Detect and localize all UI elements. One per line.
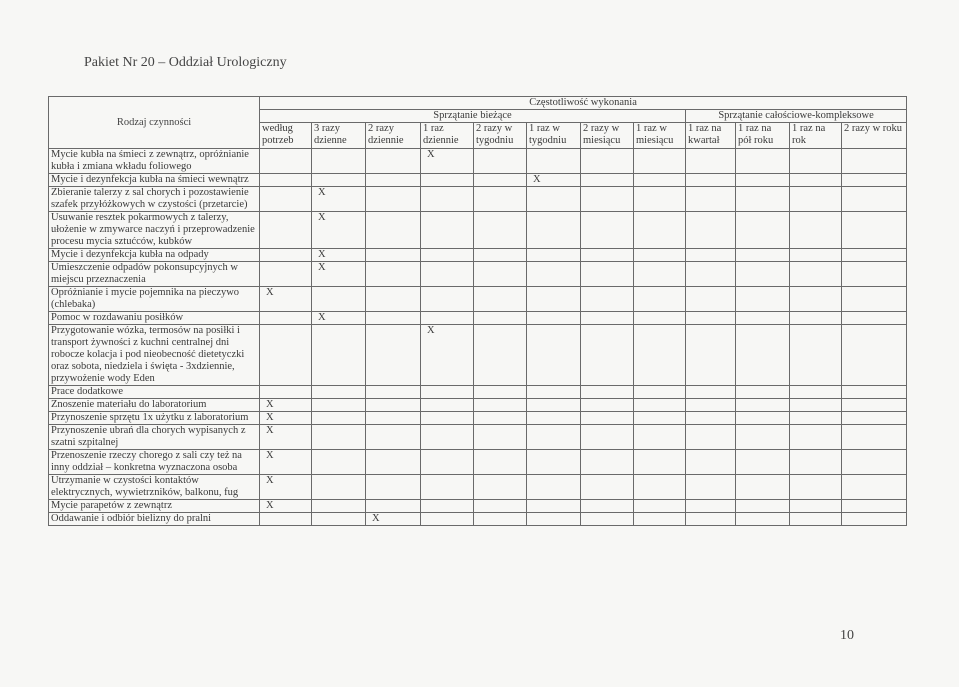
frequency-cell: X [312,312,366,325]
frequency-cell [527,500,581,513]
frequency-cell [634,325,686,386]
frequency-cell [790,287,842,312]
frequency-cell [686,187,736,212]
frequency-cell [421,475,474,500]
table-row [49,399,907,412]
frequency-cell [421,174,474,187]
frequency-cell [527,450,581,475]
frequency-cell [474,325,527,386]
frequency-cell [421,312,474,325]
frequency-cell [581,325,634,386]
frequency-cell [581,287,634,312]
frequency-cell [474,399,527,412]
frequency-cell [842,386,907,399]
frequency-cell [842,249,907,262]
frequency-cell [366,399,421,412]
column-header: według potrzeb [260,123,312,149]
table-row [49,212,907,249]
frequency-cell [421,187,474,212]
header-rodzaj: Rodzaj czynności [49,97,260,149]
activity-label: Opróżnianie i mycie pojemnika na pieczywo (chlebaka) [49,287,260,312]
frequency-cell [790,386,842,399]
frequency-cell [736,325,790,386]
frequency-cell [260,262,312,287]
header-biezace: Sprzątanie bieżące [260,110,686,123]
activity-label: Usuwanie resztek pokarmowych z talerzy, ułożenie w zmywarce naczyń i przeprowadzenie procesu mycia sztućców, kubków [49,212,260,249]
column-header: 1 raz na rok [790,123,842,149]
frequency-cell [421,425,474,450]
table-row [49,450,907,475]
frequency-cell [366,450,421,475]
frequency-cell [634,399,686,412]
frequency-cell [421,450,474,475]
frequency-cell [474,500,527,513]
frequency-cell [312,513,366,526]
frequency-cell [790,412,842,425]
frequency-cell [634,312,686,325]
column-header: 1 raz dziennie [421,123,474,149]
frequency-cell: X [260,450,312,475]
frequency-cell [527,513,581,526]
frequency-cell [736,249,790,262]
frequency-cell [581,249,634,262]
frequency-cell [260,312,312,325]
frequency-cell [634,262,686,287]
column-header: 1 raz na pół roku [736,123,790,149]
frequency-cell [686,386,736,399]
frequency-cell [312,386,366,399]
frequency-cell [421,399,474,412]
frequency-cell [736,399,790,412]
frequency-cell: X [312,187,366,212]
frequency-cell [736,262,790,287]
frequency-cell [366,262,421,287]
frequency-cell [790,325,842,386]
frequency-cell [474,212,527,249]
frequency-cell [581,412,634,425]
frequency-cell [736,212,790,249]
frequency-cell [581,174,634,187]
frequency-cell [366,425,421,450]
frequency-cell [312,325,366,386]
frequency-cell [686,287,736,312]
frequency-cell [527,187,581,212]
frequency-cell [790,174,842,187]
frequency-cell [527,262,581,287]
frequency-cell [474,412,527,425]
frequency-cell [842,513,907,526]
section-row [49,386,907,399]
frequency-cell [260,187,312,212]
frequency-cell [474,287,527,312]
frequency-cell [421,513,474,526]
frequency-cell [312,412,366,425]
frequency-cell: X [527,174,581,187]
activity-label: Zbieranie talerzy z sal chorych i pozostawienie szafek przyłóżkowych w czystości (przetarcie) [49,187,260,212]
column-header: 1 raz w miesiącu [634,123,686,149]
frequency-cell [686,312,736,325]
frequency-cell [260,325,312,386]
frequency-cell [686,399,736,412]
frequency-cell [634,386,686,399]
frequency-cell [581,187,634,212]
frequency-cell [474,187,527,212]
frequency-cell [527,249,581,262]
table-row [49,287,907,312]
frequency-cell [790,149,842,174]
frequency-cell [260,249,312,262]
frequency-cell [634,187,686,212]
frequency-cell [736,312,790,325]
header-czestotliwosc: Częstotliwość wykonania [260,97,907,110]
frequency-cell [736,149,790,174]
frequency-cell [474,149,527,174]
column-header: 2 razy w roku [842,123,907,149]
column-header: 2 razy dziennie [366,123,421,149]
frequency-cell [634,425,686,450]
frequency-cell [790,399,842,412]
frequency-cell [686,262,736,287]
frequency-cell [260,149,312,174]
table-row [49,475,907,500]
frequency-cell [686,325,736,386]
frequency-cell: X [260,412,312,425]
frequency-cell: X [260,500,312,513]
frequency-cell [634,450,686,475]
frequency-cell [312,500,366,513]
frequency-cell [842,287,907,312]
frequency-cell [312,475,366,500]
activity-label: Przynoszenie sprzętu 1x użytku z laboratorium [49,412,260,425]
table-row [49,312,907,325]
frequency-cell [634,149,686,174]
frequency-cell [260,386,312,399]
frequency-cell [842,475,907,500]
frequency-cell [312,399,366,412]
frequency-cell [527,325,581,386]
frequency-cell [686,249,736,262]
frequency-cell: X [421,325,474,386]
frequency-cell [260,513,312,526]
frequency-cell [736,500,790,513]
frequency-cell [366,249,421,262]
frequency-cell [474,386,527,399]
schedule-table [48,96,907,526]
frequency-cell [842,500,907,513]
frequency-cell [527,312,581,325]
frequency-cell [842,262,907,287]
frequency-cell [421,412,474,425]
frequency-cell [790,425,842,450]
frequency-cell [366,174,421,187]
frequency-cell [736,450,790,475]
frequency-cell [790,212,842,249]
frequency-cell: X [260,475,312,500]
frequency-cell: X [312,212,366,249]
frequency-cell [736,187,790,212]
header-calosciowe: Sprzątanie całościowe-kompleksowe [686,110,907,123]
frequency-cell [474,450,527,475]
activity-label: Przygotowanie wózka, termosów na posiłki i transport żywności z kuchni centralnej dni robocze kolacja i pod nieobecność dietetyczki oraz sobota, niedziela i święta - 3xdziennie, przywożenie wody Eden [49,325,260,386]
frequency-cell [686,412,736,425]
frequency-cell: X [312,262,366,287]
frequency-cell [421,262,474,287]
activity-label: Pomoc w rozdawaniu posiłków [49,312,260,325]
frequency-cell [634,500,686,513]
frequency-cell: X [260,287,312,312]
frequency-cell [474,513,527,526]
page-title: Pakiet Nr 20 – Oddział Urologiczny [84,55,287,70]
frequency-cell [790,312,842,325]
table-row [49,262,907,287]
frequency-cell [581,212,634,249]
frequency-cell [366,475,421,500]
frequency-cell [736,287,790,312]
frequency-cell [312,174,366,187]
activity-label: Umieszczenie odpadów pokonsupcyjnych w miejscu przeznaczenia [49,262,260,287]
column-header: 3 razy dzienne [312,123,366,149]
frequency-cell [527,386,581,399]
frequency-cell [581,500,634,513]
frequency-cell [366,500,421,513]
frequency-cell [842,399,907,412]
frequency-cell [790,187,842,212]
section-label: Prace dodatkowe [49,386,260,399]
frequency-cell [736,174,790,187]
frequency-cell [312,149,366,174]
frequency-cell [686,149,736,174]
frequency-cell: X [312,249,366,262]
frequency-cell [260,212,312,249]
table-row [49,500,907,513]
frequency-cell [581,475,634,500]
frequency-cell [634,475,686,500]
frequency-cell [790,262,842,287]
activity-label: Przynoszenie ubrań dla chorych wypisanych z szatni szpitalnej [49,425,260,450]
frequency-cell [527,412,581,425]
frequency-cell [842,187,907,212]
column-header: 1 raz w tygodniu [527,123,581,149]
frequency-cell [366,325,421,386]
frequency-cell [421,212,474,249]
frequency-cell [581,386,634,399]
column-header: 2 razy w tygodniu [474,123,527,149]
frequency-cell [527,212,581,249]
frequency-cell [581,425,634,450]
frequency-cell [366,287,421,312]
frequency-cell [736,513,790,526]
frequency-cell [842,412,907,425]
frequency-cell [842,325,907,386]
frequency-cell [366,187,421,212]
frequency-cell [312,287,366,312]
frequency-cell: X [260,399,312,412]
frequency-cell [366,386,421,399]
frequency-cell [527,287,581,312]
frequency-cell: X [421,149,474,174]
frequency-cell [634,174,686,187]
frequency-cell: X [366,513,421,526]
activity-label: Utrzymanie w czystości kontaktów elektrycznych, wywietrzników, balkonu, fug [49,475,260,500]
frequency-cell [686,475,736,500]
frequency-cell [527,399,581,412]
column-header: 2 razy w miesiącu [581,123,634,149]
frequency-cell [581,513,634,526]
frequency-cell [790,450,842,475]
frequency-cell [527,425,581,450]
table-row [49,187,907,212]
frequency-cell [581,149,634,174]
frequency-cell [474,312,527,325]
column-header: 1 raz na kwartał [686,123,736,149]
frequency-cell [312,450,366,475]
frequency-cell [312,425,366,450]
frequency-cell [686,513,736,526]
frequency-cell [581,399,634,412]
frequency-cell [366,412,421,425]
frequency-cell [790,475,842,500]
frequency-cell [421,287,474,312]
activity-label: Przenoszenie rzeczy chorego z sali czy też na inny oddział – konkretna wyznaczona osoba [49,450,260,475]
frequency-cell [842,212,907,249]
frequency-cell [527,149,581,174]
frequency-cell [581,312,634,325]
frequency-cell [474,475,527,500]
frequency-cell [842,149,907,174]
activity-label: Znoszenie materiału do laboratorium [49,399,260,412]
frequency-cell [736,386,790,399]
activity-label: Mycie kubła na śmieci z zewnątrz, opróżnianie kubła i zmiana wkładu foliowego [49,149,260,174]
frequency-cell [634,212,686,249]
frequency-cell [634,287,686,312]
activity-label: Mycie i dezynfekcja kubła na śmieci wewnątrz [49,174,260,187]
frequency-cell [686,500,736,513]
table-row [49,513,907,526]
frequency-cell [366,212,421,249]
frequency-cell [790,500,842,513]
frequency-cell: X [260,425,312,450]
frequency-cell [421,249,474,262]
frequency-cell [686,174,736,187]
frequency-cell [260,174,312,187]
frequency-cell [366,312,421,325]
page-number: 10 [840,628,854,643]
frequency-cell [842,450,907,475]
activity-label: Mycie i dezynfekcja kubła na odpady [49,249,260,262]
frequency-cell [686,212,736,249]
frequency-cell [527,475,581,500]
frequency-cell [421,386,474,399]
frequency-cell [686,425,736,450]
frequency-cell [474,249,527,262]
frequency-cell [634,249,686,262]
frequency-cell [474,174,527,187]
frequency-cell [736,425,790,450]
activity-label: Oddawanie i odbiór bielizny do pralni [49,513,260,526]
frequency-cell [634,513,686,526]
frequency-cell [634,412,686,425]
frequency-cell [790,249,842,262]
frequency-cell [686,450,736,475]
frequency-cell [736,475,790,500]
table-row [49,425,907,450]
table-row [49,249,907,262]
table-row [49,412,907,425]
frequency-cell [842,425,907,450]
table-row [49,174,907,187]
frequency-cell [474,262,527,287]
frequency-cell [474,425,527,450]
frequency-cell [366,149,421,174]
activity-label: Mycie parapetów z zewnątrz [49,500,260,513]
table-row [49,325,907,386]
frequency-cell [581,450,634,475]
frequency-cell [842,174,907,187]
frequency-cell [790,513,842,526]
frequency-cell [842,312,907,325]
table-row [49,149,907,174]
frequency-cell [736,412,790,425]
frequency-cell [421,500,474,513]
frequency-cell [581,262,634,287]
